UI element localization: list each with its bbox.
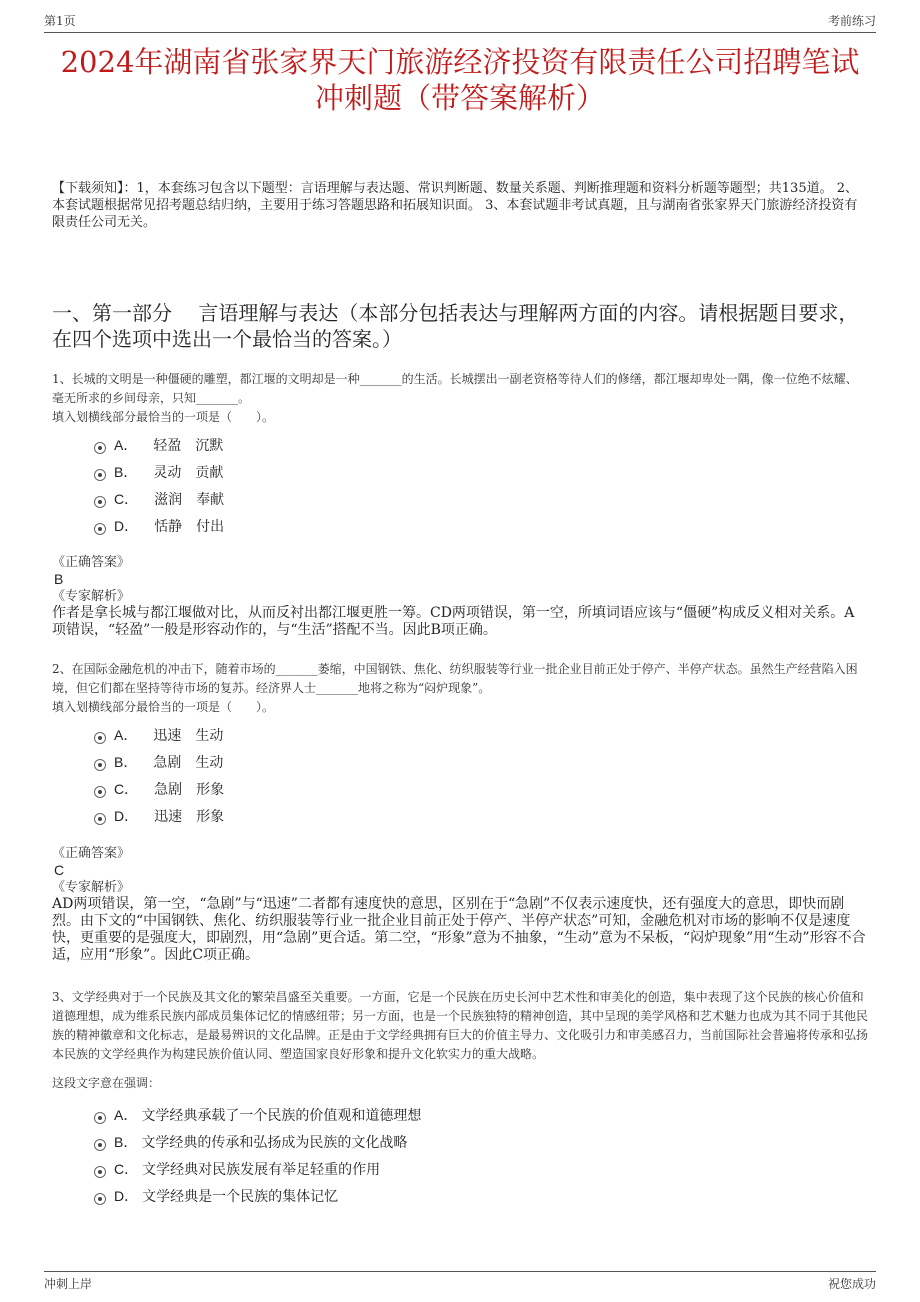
option-label: C． [114,490,139,507]
option-text: 滋润 奉献 [154,491,225,508]
page-footer [44,1271,876,1292]
radio-icon[interactable] [94,759,106,771]
section-title: 一、第一部分 言语理解与表达（本部分包括表达与理解两方面的内容。请根据题目要求，在四个选项中选出一个最恰当的答案。） [52,301,859,351]
question-1 [52,370,868,539]
option-c[interactable] [94,1155,868,1182]
option-label: A． [114,436,138,453]
question-text: 3、文学经典对于一个民族及其文化的繁荣昌盛至关重要。一方面，它是一个民族在历史长河中艺术性和审美化的创造，集中表现了这个民族的核心价值和道德理想，成为维系民族内部成员集体记忆的情感纽带；另一方面，也是一个民族独特的精神创造，其中呈现的美学风格和艺术魅力也成为其不同于其他民族的精神徽章和文化标志，是最易辨识的文化品牌。正是由于文学经典拥有巨大的价值主导力、文化吸引力和审美感召力，当前国际社会普遍将传承和弘扬本民族的文学经典作为构建民族价值认同、塑造国家良好形象和提升文化软实力的重大战略。 [52,990,869,1061]
option-text: 恬静 付出 [154,518,225,535]
option-label: A． [114,726,138,743]
radio-icon[interactable] [94,1166,106,1178]
title-line-1: 2024年湖南省张家界天门旅游经济投资有限责任公司招聘笔试 [60,45,860,79]
option-text: 文学经典是一个民族的集体记忆 [142,1188,339,1205]
option-label: B． [114,463,138,480]
option-c[interactable] [94,485,868,512]
option-b[interactable] [94,458,868,485]
title-line-2: 冲刺题（带答案解析） [314,81,605,115]
option-text: 急剧 形象 [154,781,225,798]
option-text: 文学经典的传承和弘扬成为民族的文化战略 [141,1134,408,1151]
option-a[interactable] [94,721,868,748]
question-prompt: 填入划横线部分最恰当的一项是（ ）。 [52,700,275,714]
option-text: 文学经典对民族发展有举足轻重的作用 [142,1161,381,1178]
page-header [44,12,876,33]
option-text: 迅速 形象 [154,808,225,825]
option-label: D． [114,807,139,824]
question-3 [52,988,868,1209]
analysis-title: 《专家解析》 [52,880,131,895]
option-b[interactable] [94,1128,868,1155]
question-prompt: 这段文字意在强调： [52,1076,161,1090]
option-d[interactable] [94,512,868,539]
radio-icon[interactable] [94,786,106,798]
option-text: 文学经典承载了一个民族的价值观和道德理想 [141,1107,422,1124]
option-label: D． [114,517,139,534]
option-label: A． [114,1106,138,1123]
options-list [94,431,868,539]
radio-icon[interactable] [94,523,106,535]
question-2 [52,660,868,829]
question-text: 1、长城的文明是一种僵硬的雕塑，都江堰的文明却是一种_______的生活。长城摆出一副老资格等待人们的修缮，都江堰却卑处一隅，像一位绝不炫耀、毫无所求的乡间母亲，只知_______。 [52,372,858,405]
answer-title: 《正确答案》 [52,846,131,861]
footer-right-label: 祝您成功 [827,1277,876,1291]
option-label: C． [114,1160,139,1177]
answer-title: 《正确答案》 [52,555,131,570]
option-d[interactable] [94,802,868,829]
radio-icon[interactable] [94,1139,106,1151]
option-label: B． [114,753,138,770]
analysis-title: 《专家解析》 [52,589,131,604]
option-label: C． [114,780,139,797]
answer-section-2 [52,845,868,964]
header-label: 考前练习 [827,14,876,28]
option-a[interactable] [94,431,868,458]
options-list [94,1101,868,1209]
page-number: 第1页 [44,14,76,28]
option-text: 迅速 生动 [153,727,224,744]
option-d[interactable] [94,1182,868,1209]
correct-answer: B [54,571,64,587]
document-title [40,44,880,116]
radio-icon[interactable] [94,1112,106,1124]
radio-icon[interactable] [94,813,106,825]
download-notice: 【下载须知】：1，本套练习包含以下题型：言语理解与表达题、常识判断题、数量关系题、判断推理题和资料分析题等题型；共135道。 2、本套试题根据常见招考题总结归纳，主要用于练习答题思路和拓展知识面。 3、本套试题非考试真题，且与湖南省张家界天门旅游经济投资有限责任公司无关。 [52,181,858,230]
option-a[interactable] [94,1101,868,1128]
radio-icon[interactable] [94,496,106,508]
correct-answer: C [54,862,65,878]
option-text: 灵动 贡献 [153,464,224,481]
radio-icon[interactable] [94,442,106,454]
option-b[interactable] [94,748,868,775]
option-text: 急剧 生动 [153,754,224,771]
radio-icon[interactable] [94,1193,106,1205]
option-c[interactable] [94,775,868,802]
option-text: 轻盈 沉默 [153,437,224,454]
question-prompt: 填入划横线部分最恰当的一项是（ ）。 [52,410,275,424]
options-list [94,721,868,829]
option-label: B． [114,1133,138,1150]
analysis-text: AD两项错误，第一空，“急剧”与“迅速”二者都有速度快的意思，区别在于“急剧”不仅表示速度快，还有强度大的意思，即快而剧烈。由下文的“中国钢铁、焦化、纺织服装等行业一批企业目前正处于停产、半停产状态”可知，金融危机对市场的影响不仅是速度快，更重要的是强度大，即剧烈，用“急剧”更合适。第二空，“形象”意为不抽象，“生动”意为不呆板，“闷炉现象”用“生动”形容不合适，应用“形象”。因此C项正确。 [52,896,866,963]
analysis-text: 作者是拿长城与都江堰做对比，从而反衬出都江堰更胜一筹。CD两项错误，第一空，所填词语应该与“僵硬”构成反义相对关系。A项错误，“轻盈”一般是形容动作的，与“生活”搭配不当。因此B项正确。 [52,605,855,638]
radio-icon[interactable] [94,732,106,744]
answer-section-1 [52,554,868,639]
option-label: D． [114,1187,139,1204]
radio-icon[interactable] [94,469,106,481]
question-text: 2、在国际金融危机的冲击下，随着市场的_______萎缩，中国钢铁、焦化、纺织服装等行业一批企业目前正处于停产、半停产状态。虽然生产经营陷入困境，但它们都在坚持等待市场的复苏。经济界人士_______地将之称为“闷炉现象”。 [52,662,858,695]
footer-left-label: 冲刺上岸 [44,1277,93,1291]
